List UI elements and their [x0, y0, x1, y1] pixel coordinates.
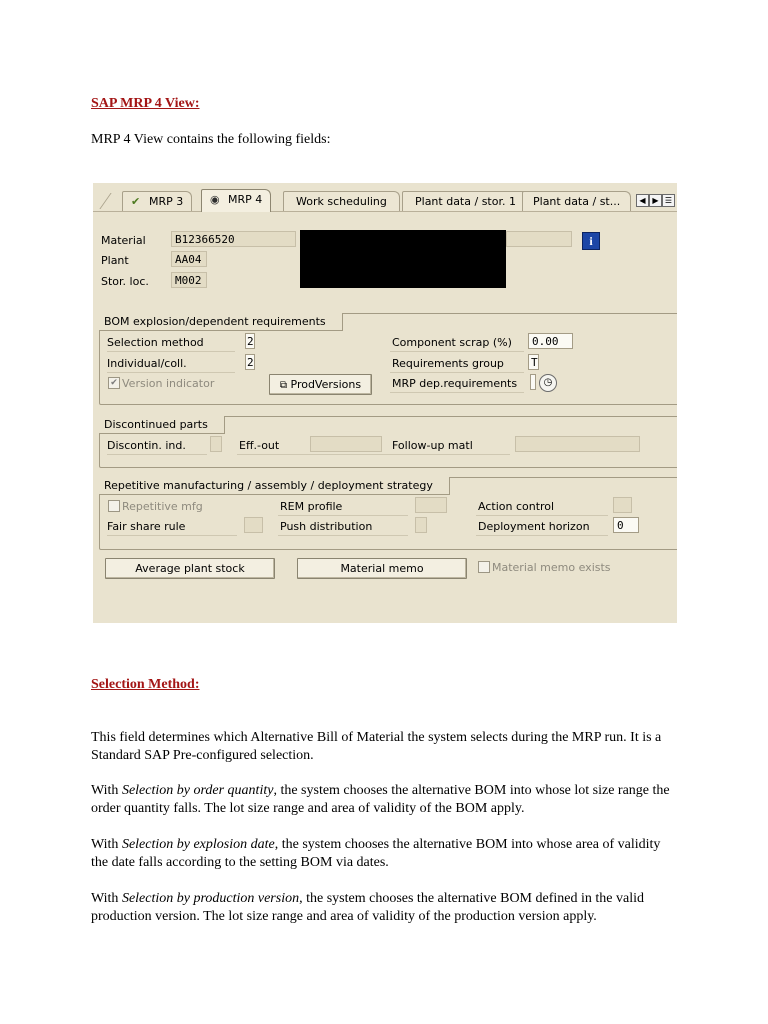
push-distribution-label: Push distribution — [280, 520, 373, 533]
average-plant-stock-button[interactable]: Average plant stock — [105, 558, 275, 579]
individual-coll-label: Individual/coll. — [107, 357, 187, 370]
tab-mrp3[interactable] — [122, 191, 192, 211]
requirements-group-underline — [390, 372, 524, 373]
material-memo-exists-label: Material memo exists — [492, 561, 611, 574]
production-version-paragraph — [91, 890, 681, 926]
para3-emphasis: Selection by explosion date — [121, 837, 275, 852]
tab-mrp4-label: MRP 4 — [228, 193, 263, 206]
component-scrap-label: Component scrap (%) — [392, 336, 512, 349]
bom-explosion-title: BOM explosion/dependent requirements — [99, 313, 343, 331]
discontin-ind-label: Discontin. ind. — [107, 439, 186, 452]
plant-label: Plant — [101, 254, 129, 267]
followup-matl-underline — [390, 454, 510, 455]
rem-profile-underline — [278, 515, 408, 516]
mrp-dep-underline — [390, 392, 524, 393]
tab-plant-data-stor1[interactable] — [402, 191, 529, 211]
tab-plant-data-stor1-label: Plant data / stor. 1 — [415, 195, 516, 208]
tab-list-icon[interactable]: ☰ — [662, 194, 675, 207]
action-control-underline — [476, 515, 608, 516]
selection-method-field[interactable]: 2 — [247, 335, 254, 348]
tab-work-scheduling[interactable] — [283, 191, 400, 211]
info-icon[interactable]: i — [582, 232, 600, 250]
tab-work-scheduling-label: Work scheduling — [296, 195, 387, 208]
eff-out-label: Eff.-out — [239, 439, 280, 452]
deployment-horizon-field[interactable]: 0 — [613, 517, 639, 533]
followup-matl-label: Follow-up matl — [392, 439, 473, 452]
eff-out-underline — [237, 454, 397, 455]
push-distribution-field[interactable] — [415, 517, 427, 533]
deployment-horizon-label: Deployment horizon — [478, 520, 590, 533]
material-label: Material — [101, 234, 146, 247]
requirements-group-label: Requirements group — [392, 357, 504, 370]
rem-profile-label: REM profile — [280, 500, 343, 513]
repetitive-mfg-label: Repetitive mfg — [122, 500, 203, 513]
tab-mrp4[interactable] — [201, 189, 271, 212]
target-icon: ◉ — [210, 193, 220, 206]
redacted-area — [300, 230, 506, 288]
para3-suffix: , the system chooses the alternative BOM into whose area of validity the date falls according to the setting BOM via dates. — [91, 837, 661, 870]
storloc-label: Stor. loc. — [101, 275, 149, 288]
component-scrap-field[interactable]: 0.00 — [528, 333, 573, 349]
intro-text: MRP 4 View contains the following fields: — [91, 132, 331, 147]
prodversions-button[interactable] — [269, 374, 372, 395]
fair-share-rule-label: Fair share rule — [107, 520, 186, 533]
plant-field[interactable]: AA04 — [171, 251, 207, 267]
discontin-ind-field[interactable] — [210, 436, 222, 452]
material-field[interactable]: B12366520 — [171, 231, 296, 247]
prodversions-label: ProdVersions — [290, 378, 362, 391]
fair-share-rule-field[interactable] — [244, 517, 263, 533]
tab-mrp3-label: MRP 3 — [149, 195, 184, 208]
material-description-field[interactable] — [506, 231, 572, 247]
repetitive-mfg-title: Repetitive manufacturing / assembly / deployment strategy — [99, 477, 450, 495]
clock-icon[interactable]: ◷ — [539, 374, 557, 392]
eff-out-field[interactable] — [310, 436, 382, 452]
check-icon: ✔ — [131, 195, 141, 208]
selection-method-underline — [107, 351, 235, 352]
sap-mrp4-screen — [93, 183, 677, 623]
version-indicator-label: Version indicator — [122, 377, 215, 390]
repetitive-mfg-checkbox[interactable] — [108, 500, 120, 512]
tab-plant-data-stor2[interactable] — [522, 191, 631, 211]
discontin-ind-underline — [107, 454, 207, 455]
storloc-field[interactable]: M002 — [171, 272, 207, 288]
para4-emphasis: Selection by production version — [121, 891, 300, 906]
para4-prefix: With — [91, 891, 122, 906]
selection-method-label: Selection method — [107, 336, 204, 349]
para2-prefix: With — [91, 783, 122, 798]
component-scrap-underline — [390, 351, 524, 352]
fair-share-rule-underline — [107, 535, 237, 536]
selection-method-paragraph: This field determines which Alternative Bill of Material the system selects during the MRP run. It is a Standard SAP Pre-configured selection. — [91, 730, 662, 763]
selection-method-heading: Selection Method: — [91, 677, 200, 692]
para2-suffix: , the system chooses the alternative BOM into whose lot size range the order quantity falls. The lot size range and area of validity of the BOM apply. — [91, 783, 670, 816]
push-distribution-underline — [278, 535, 408, 536]
rem-profile-field[interactable] — [415, 497, 447, 513]
mrp-dep-requirements-field[interactable] — [530, 374, 536, 390]
para2-emphasis: Selection by order quantity — [121, 783, 274, 798]
requirements-group-field[interactable]: T — [528, 354, 539, 370]
explosion-date-paragraph — [91, 836, 681, 872]
discontinued-parts-title: Discontinued parts — [99, 416, 225, 434]
followup-matl-field[interactable] — [515, 436, 640, 452]
scroll-left-icon[interactable]: ◀ — [636, 194, 649, 207]
mrp4-view-heading: SAP MRP 4 View: — [91, 96, 200, 111]
order-quantity-paragraph — [91, 782, 681, 818]
individual-coll-field[interactable]: 2 — [247, 356, 254, 369]
mrp-dep-requirements-label: MRP dep.requirements — [392, 377, 518, 390]
repetitive-mfg-group — [99, 477, 677, 550]
tab-strip — [93, 183, 677, 212]
material-memo-exists-checkbox[interactable] — [478, 561, 490, 573]
prodversions-icon: ⧉ — [279, 380, 287, 391]
individual-coll-underline — [107, 372, 235, 373]
version-indicator-checkbox[interactable]: ✔ — [108, 377, 120, 389]
para3-prefix: With — [91, 837, 122, 852]
scroll-right-icon[interactable]: ▶ — [649, 194, 662, 207]
tab-plant-data-stor2-label: Plant data / st... — [533, 195, 621, 208]
deployment-horizon-underline — [476, 535, 608, 536]
action-control-label: Action control — [478, 500, 555, 513]
para4-suffix: , the system chooses the alternative BOM defined in the valid production version. The lot size range and area of validity of the production version apply. — [91, 891, 644, 924]
action-control-field[interactable] — [613, 497, 632, 513]
material-memo-button[interactable]: Material memo — [297, 558, 467, 579]
